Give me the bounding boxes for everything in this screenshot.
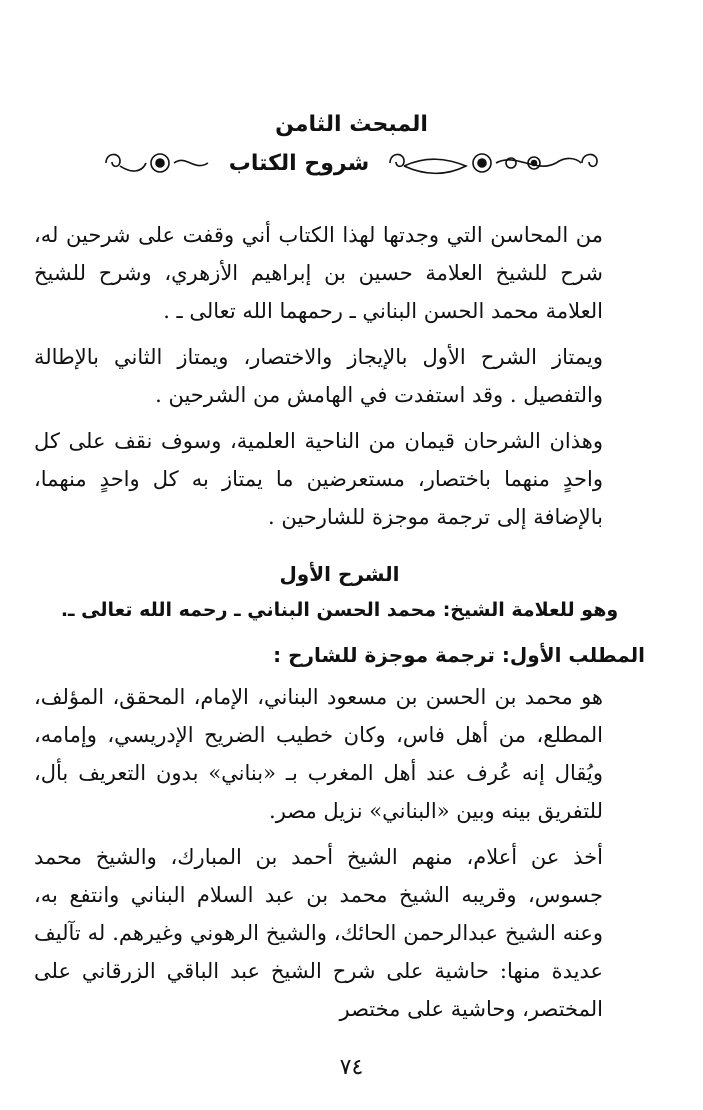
body-text — [34, 216, 645, 1028]
paragraph: وهذان الشرحان قيمان من الناحية العلمية، وسوف نقف على كل واحدٍ منهما باختصار، مستعرضين ما يمتاز به كل واحدٍ منهما، بالإضافة إلى ترجمة موجزة للشارحين . — [34, 429, 603, 529]
paragraph: من المحاسن التي وجدتها لهذا الكتاب أني وقفت على شرحين له، شرح للشيخ العلامة حسين بن إبراهيم الأزهري، وشرح للشيخ العلامة محمد الحسن البناني ـ رحمهما الله تعالى ـ . — [34, 223, 603, 323]
section-subtitle: شروح الكتاب — [228, 150, 370, 176]
paragraph: أخذ عن أعلام، منهم الشيخ أحمد بن المبارك، والشيخ محمد جسوس، وقريبه الشيخ محمد بن عبد السلام البناني وانتفع به، وعنه الشيخ عبدالرحمن الحائك، والشيخ الرهوني وغيرهم. له تآليف عديدة منها: حاشية على شرح الشيخ عبد الباقي الزرقاني على المختصر، وحاشية على مختصر — [34, 845, 603, 1021]
matlab-title: المطلب الأول: ترجمة موجزة للشارح : — [273, 643, 645, 667]
section-title: المبحث الثامن — [275, 112, 428, 137]
page-number: ٧٤ — [339, 1055, 364, 1080]
paragraph: هو محمد بن الحسن بن مسعود البناني، الإمام، المحقق، المؤلف، المطلع، من أهل فاس، وكان خطيب الضريح الإدريسي، وإمامه، ويُقال إنه عُرف عند أهل المغرب بـ «بناني» بدون التعريف بأل، للتفريق بينه وبين «البناني» نزيل مصر. — [34, 685, 603, 823]
floral-ornament-icon — [102, 146, 212, 180]
section-subtitle-row — [0, 146, 703, 180]
paragraph: ويمتاز الشرح الأول بالإيجاز والاختصار، ويمتاز الثاني بالإطالة والتفصيل . وقد استفدت في الهامش من الشرحين . — [34, 345, 603, 407]
floral-ornament-icon — [386, 146, 601, 180]
commentary-heading: الشرح الأول — [279, 562, 400, 586]
commentary-subheading: وهو للعلامة الشيخ: محمد الحسن البناني ـ رحمه الله تعالى ـ. — [60, 599, 619, 621]
